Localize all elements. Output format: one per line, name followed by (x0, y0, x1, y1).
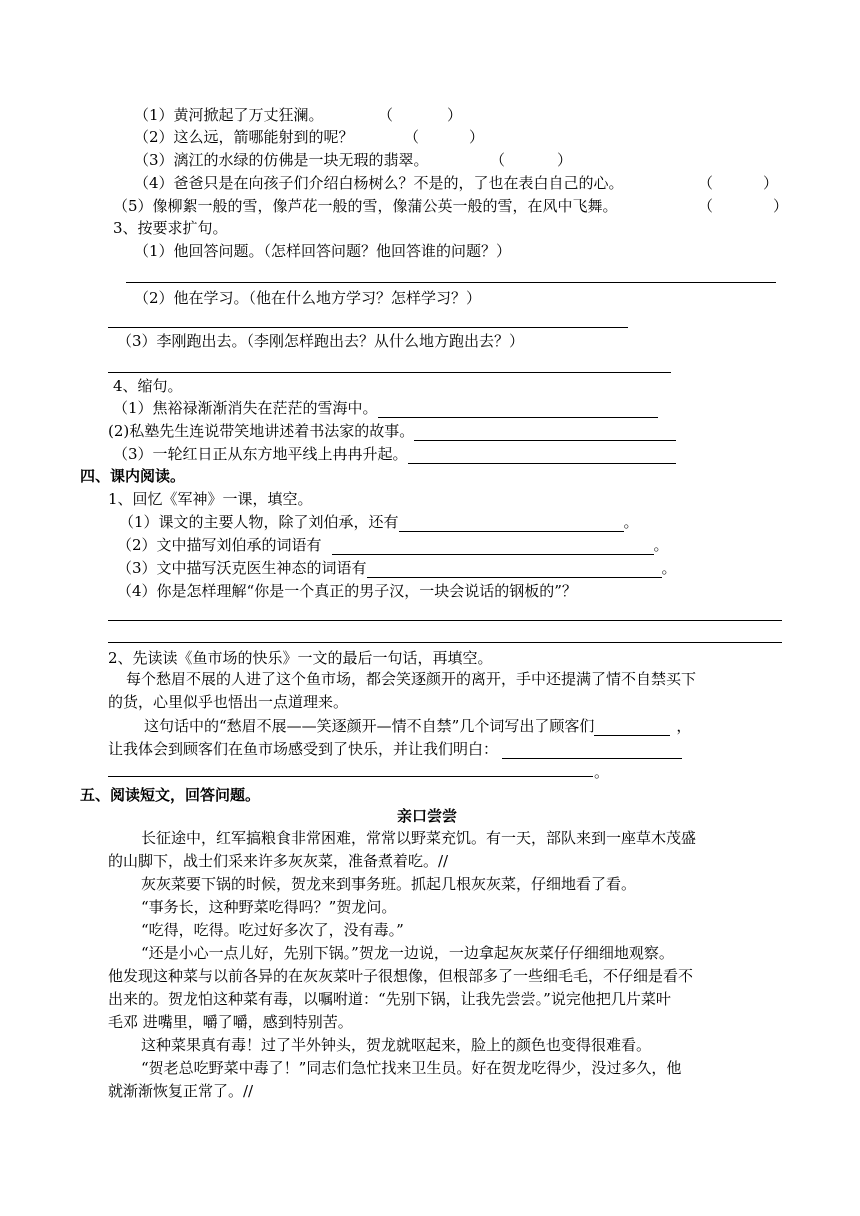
q2-item-5 (113, 196, 618, 216)
q2-item-2 (134, 127, 354, 147)
q2-item-2-text: （2）这么远，箭哪能射到的呢？ (134, 128, 354, 146)
story-p7-line-1: “贺老总吃野菜中毒了！”同志们急忙找来卫生员。好在贺龙吃得少，没过多久，他 (141, 1059, 682, 1077)
sec4-q2-fill-line-2: 让我体会到顾客们在鱼市场感受到了快乐，并让我们明白： (108, 739, 682, 759)
q2-item-3-text: （3）漓江的水绿的仿佛是一块无瑕的翡翠。 (134, 151, 429, 169)
q4-title: 4、缩句。 (113, 377, 183, 395)
q2-item-5-text: （5）像柳絮一般的雪，像芦花一般的雪，像蒲公英一般的雪，在风中飞舞。 (113, 197, 618, 215)
q4-item-1-blank[interactable] (378, 401, 658, 418)
q3-item-2: （2）他在学习。（他在什么地方学习？怎样学习？） (134, 289, 482, 307)
sec4-q1-item-4: （4）你是怎样理解“你是一个真正的男子汉，一块会说话的钢板的”？ (117, 582, 577, 600)
sec4-q2-fill-blank-2[interactable] (502, 742, 682, 759)
q4-item-1: （1）焦裕禄渐渐消失在茫茫的雪海中。 (113, 398, 658, 418)
story-p3: “事务长，这种野菜吃得吗？”贺龙问。 (141, 898, 397, 916)
story-p1-line-2: 的山脚下，战士们采来许多灰灰菜，准备煮着吃。// (108, 852, 449, 870)
sec4-q1-item-3-blank[interactable] (367, 561, 662, 578)
story-p6: 这种菜果真有毒！过了半外钟头，贺龙就呕起来，脸上的颜色也变得很难看。 (141, 1036, 652, 1054)
q2-item-4-paren: （ ） (698, 174, 779, 192)
q2-item-2-paren: （ ） (404, 128, 485, 146)
sec4-q2-fill-line-1: 这句话中的“愁眉不展——笑逐颜开—情不自禁”几个词写出了顾客们 ， (144, 717, 692, 735)
story-p2: 灰灰菜要下锅的时候，贺龙来到事务班。抓起几根灰灰菜，仔细地看了看。 (141, 875, 637, 893)
q2-item-1-text: （1）黄河掀起了万丈狂澜。 (134, 106, 324, 124)
q2-item-1 (134, 105, 324, 125)
q2-item-3 (134, 150, 429, 170)
sec4-q1-item-1-blank[interactable] (399, 515, 624, 532)
sec4-q1-item-2-blank[interactable] (332, 538, 654, 555)
story-p5-line-3: 出来的。贺龙怕这种菜有毒，以嘱咐道：“先别下锅，让我先尝尝。”说完他把几片菜叶 (108, 990, 671, 1008)
section-4-heading: 四、课内阅读。 (80, 467, 186, 485)
q2-item-1-paren: （ ） (378, 106, 463, 124)
sec4-q2-quote-line-1: 每个愁眉不展的人进了这个鱼市场，都会笑逐颜开的离开，手中还提满了情不自禁买下 (126, 670, 697, 688)
sec4-q2-quote-line-2: 的货，心里似乎也悟出一点道理来。 (108, 693, 349, 711)
story-title: 亲口尝尝 (397, 807, 458, 825)
q3-item-1-answer-line[interactable] (126, 282, 776, 283)
sec4-q1-title: 1、回忆《军神》一课，填空。 (108, 490, 313, 508)
sec4-q1-item-3: （3）文中描写沃克医生神态的词语有 。 (117, 559, 677, 577)
q3-item-3: （3）李刚跑出去。（李刚怎样跑出去？从什么地方跑出去？） (117, 332, 525, 350)
sec4-q2-fill-answer-line[interactable] (108, 776, 593, 777)
story-p5-line-4: 毛邓 进嘴里，嚼了嚼，感到特别苦。 (108, 1013, 353, 1031)
story-p5-line-2: 他发现这种菜与以前各异的在灰灰菜叶子很想像，但根部多了一些细毛毛，不仔细是看不 (108, 967, 694, 985)
section-5-heading: 五、阅读短文，回答问题。 (80, 786, 261, 804)
story-p5-line-1: “还是小心一点儿好，先别下锅。”贺龙一边说，一边拿起灰灰菜仔仔细细地观察。 (141, 944, 674, 962)
sec4-q1-item-4-answer-line-2[interactable] (108, 642, 782, 643)
sec4-q2-fill-end-period: 。 (594, 763, 610, 781)
sec4-q1-item-1: （1）课文的主要人物，除了刘伯承，还有 。 (119, 513, 639, 531)
sec4-q1-item-2: （2）文中描写刘伯承的词语有 。 (117, 536, 669, 554)
q4-item-3: （3）一轮红日正从东方地平线上冉冉升起。 (113, 444, 676, 464)
q4-item-2: (2)私塾先生连说带笑地讲述着书法家的故事。 (108, 421, 676, 441)
q4-item-3-blank[interactable] (408, 447, 676, 464)
q3-item-1: （1）他回答问题。（怎样回答问题？他回答谁的问题？） (134, 242, 512, 260)
q3-item-3-answer-line[interactable] (108, 372, 671, 373)
story-p4: “吃得，吃得。吃过好多次了，没有毒。” (141, 921, 404, 939)
sec4-q2-fill-blank-1[interactable] (594, 719, 670, 736)
q2-item-4-text: （4）爸爸只是在向孩子们介绍白杨树么？不是的，了也在表白自己的心。 (134, 174, 624, 192)
q2-item-3-paren: （ ） (490, 151, 573, 169)
story-p7-line-2: 就渐渐恢复正常了。// (108, 1082, 254, 1100)
sec4-q1-item-4-answer-line-1[interactable] (108, 620, 782, 621)
q2-item-4 (134, 173, 624, 193)
q2-item-5-paren: （ ） (698, 197, 789, 215)
q3-item-2-answer-line[interactable] (108, 327, 628, 328)
q3-title: 3、按要求扩句。 (113, 219, 228, 237)
q4-item-2-blank[interactable] (414, 424, 676, 441)
story-p1-line-1: 长征途中，红军搞粮食非常困难，常常以野菜充饥。有一天，部队来到一座草木茂盛 (141, 829, 697, 847)
sec4-q2-title: 2、先读读《鱼市场的快乐》一文的最后一句话，再填空。 (108, 649, 493, 667)
